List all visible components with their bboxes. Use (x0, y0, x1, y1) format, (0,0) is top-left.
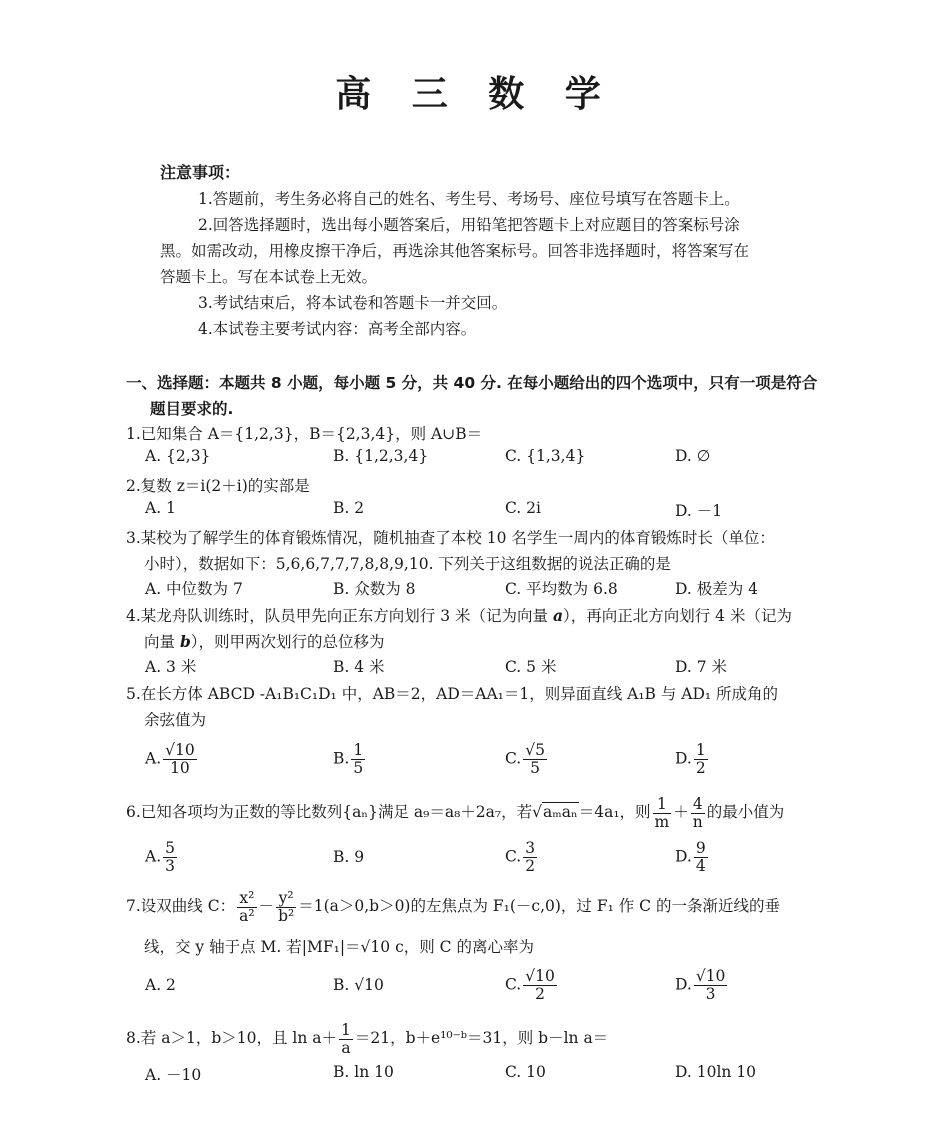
q7-text: ＝1(a＞0,b＞0)的左焦点为 F₁(－c,0)，过 F₁ 作 C 的一条渐近线的垂 (298, 897, 780, 915)
option-label: A. (145, 847, 162, 866)
option-a: A. 中位数为 7 (145, 580, 243, 598)
option-a: A. －10 (145, 1066, 202, 1084)
denominator: 2 (535, 985, 545, 1003)
denominator: 2 (525, 857, 536, 875)
option-a: A. 1 (145, 499, 176, 517)
sqrt-sign: √ (532, 803, 543, 821)
question-6-options (145, 840, 845, 880)
option-label: C. (505, 975, 522, 994)
question-7-line-2: 线，交 y 轴于点 M. 若|MF₁|＝√10 c，则 C 的离心率为 (144, 937, 534, 956)
option-b: B. √10 (333, 976, 384, 994)
option-b: B. 9 (333, 848, 365, 866)
fraction (653, 796, 672, 831)
question-7 (126, 888, 831, 965)
option-d: D. ∅ (675, 447, 711, 465)
option-b (333, 742, 367, 777)
numerator: 3 (525, 839, 536, 857)
option-a (145, 742, 199, 777)
question-3 (126, 525, 831, 577)
option-d (675, 968, 729, 1003)
fraction (691, 796, 705, 831)
question-4-options (145, 655, 845, 681)
question-7-line-1 (126, 888, 831, 925)
option-c: C. 10 (505, 1063, 546, 1081)
option-label: D. (675, 749, 692, 768)
denominator: b² (278, 906, 295, 925)
question-1: 1.已知集合 A＝{1,2,3}，B＝{2,3,4}，则 A∪B＝ (126, 425, 483, 443)
option-d: D. －1 (675, 502, 723, 520)
question-5-line-2: 余弦值为 (144, 711, 207, 729)
question-3-line-2: 小时），数据如下：5,6,6,7,7,7,8,8,9,10. 下列关于这组数据的说法正确的是 (144, 555, 671, 573)
question-3-line-1: 3.某校为了解学生的体育锻炼情况，随机抽查了本校 10 名学生一周内的体育锻炼时长（单位： (126, 529, 775, 547)
numerator: 1 (653, 796, 672, 814)
q4-text: ），则甲两次划行的总位移为 (190, 633, 385, 651)
option-d: D. 10ln 10 (675, 1063, 757, 1081)
option-b: B. 众数为 8 (333, 580, 416, 598)
notice-item-1: 1.答题前，考生务必将自己的姓名、考生号、考场号、座位号填写在答题卡上。 (198, 190, 740, 208)
question-5-line-1: 5.在长方体 ABCD -A₁B₁C₁D₁ 中，AB＝2，AD＝AA₁＝1，则异面直线 A₁B 与 AD₁ 所成角的 (126, 685, 779, 703)
option-c (505, 968, 559, 1003)
numerator: 1 (341, 1020, 351, 1039)
question-3-options (145, 577, 845, 603)
question-4 (126, 603, 831, 655)
option-label: D. (675, 847, 692, 866)
numerator: x² (237, 890, 256, 908)
denominator: a² (239, 906, 255, 925)
q4-text: 4.某龙舟队训练时，队员甲先向正东方向划行 3 米（记为向量 (126, 607, 553, 625)
q8-text: 8.若 a＞1，b＞10，且 ln a＋ (126, 1029, 337, 1047)
fraction (163, 840, 177, 875)
notice-item-4: 4.本试卷主要考试内容：高考全部内容。 (198, 320, 477, 338)
question-5-options (145, 742, 845, 782)
option-c: C. 平均数为 6.8 (505, 580, 618, 598)
page-title: 高 三 数 学 (335, 74, 615, 115)
section-line-1: 一、选择题：本题共 8 小题，每小题 5 分，共 40 分. 在每小题给出的四个选项中，只有一项是符合 (126, 374, 818, 392)
numerator: √10 (165, 741, 195, 759)
numerator: √5 (525, 741, 545, 759)
option-b: B. ln 10 (333, 1063, 394, 1081)
denominator: 4 (695, 857, 706, 875)
notice-item-2: 2.回答选择题时，选出每小题答案后，用铅笔把答题卡上对应题目的答案标号涂 (198, 216, 740, 234)
question-5 (126, 681, 831, 733)
denominator: 5 (530, 759, 541, 777)
question-4-line-1 (126, 603, 831, 629)
notice-item-2-cont: 黑。如需改动，用橡皮擦干净后，再选涂其他答案标号。回答非选择题时，将答案写在 (160, 242, 750, 260)
denominator: a (341, 1038, 351, 1057)
denominator: 3 (165, 857, 175, 875)
vector-b: b (179, 632, 191, 651)
denominator: 2 (695, 759, 706, 777)
question-4-line-2 (126, 629, 831, 655)
option-d: D. 7 米 (675, 658, 728, 676)
q6-text: 的最小值为 (706, 803, 785, 821)
fraction (694, 968, 728, 1003)
minus-sign: － (258, 897, 275, 915)
numerator: 1 (353, 741, 364, 759)
question-1-options (145, 447, 845, 473)
question-8-options (145, 1063, 845, 1089)
fraction (523, 742, 547, 777)
option-b: B. 4 米 (333, 658, 385, 676)
option-label: B. (333, 749, 350, 768)
fraction (351, 742, 365, 777)
option-c: C. 5 米 (505, 658, 557, 676)
q4-text: ），再向正北方向划行 4 米（记为 (562, 607, 792, 625)
q6-text: ＝4a₁，则 (578, 803, 651, 821)
sqrt-content: aₘaₙ (543, 803, 578, 821)
question-7-options (145, 968, 845, 1008)
q7-text: 7.设双曲线 C： (126, 897, 236, 915)
denominator: 3 (705, 985, 716, 1003)
question-2-options (145, 499, 845, 525)
section-line-2: 题目要求的. (150, 400, 234, 418)
denominator: m (654, 812, 670, 831)
numerator: √10 (695, 967, 726, 985)
denominator: n (692, 812, 703, 831)
section-heading (126, 370, 831, 422)
question-2: 2.复数 z＝i(2＋i)的实部是 (126, 477, 310, 495)
option-c (505, 840, 539, 875)
option-d (675, 742, 710, 777)
option-a: A. 3 米 (145, 658, 197, 676)
fraction (694, 742, 708, 777)
notice-item-3: 3.考试结束后，将本试卷和答题卡一并交回。 (198, 294, 508, 312)
numerator: 5 (165, 839, 175, 857)
option-label: C. (505, 749, 522, 768)
numerator: 1 (695, 741, 706, 759)
option-label: C. (505, 847, 522, 866)
q4-text: 向量 (144, 633, 180, 651)
q6-text: 6.已知各项均为正数的等比数列{aₙ}满足 a₉＝a₈＋2a₇，若 (126, 803, 533, 821)
option-label: A. (145, 749, 162, 768)
option-d: D. 极差为 4 (675, 580, 759, 598)
denominator: 5 (353, 759, 364, 777)
fraction (523, 968, 557, 1003)
numerator: 9 (695, 839, 706, 857)
numerator: y² (276, 890, 296, 908)
denominator: 10 (170, 759, 190, 777)
plus-sign: ＋ (673, 803, 689, 821)
question-8 (126, 1020, 831, 1057)
option-c (505, 742, 549, 777)
fraction (339, 1022, 353, 1057)
option-b: B. 2 (333, 499, 365, 517)
notice-block (160, 160, 810, 342)
fraction (276, 890, 296, 925)
notice-heading: 注意事项： (160, 163, 241, 182)
notice-item-2-cont2: 答题卡上。写在本试卷上无效。 (160, 268, 378, 286)
fraction (163, 742, 197, 777)
option-a: A. {2,3} (145, 447, 211, 465)
option-c: C. 2i (505, 499, 541, 517)
fraction (694, 840, 708, 875)
numerator: 4 (691, 796, 705, 814)
vector-a: a (552, 606, 563, 625)
fraction (237, 890, 256, 925)
q8-text: ＝21，b＋e¹⁰⁻ᵇ＝31，则 b－ln a＝ (354, 1029, 609, 1047)
fraction (523, 840, 537, 875)
numerator: √10 (525, 967, 555, 985)
option-c: C. {1,3,4} (505, 447, 586, 465)
option-d (675, 840, 710, 875)
option-a (145, 840, 179, 875)
option-label: D. (675, 975, 692, 994)
option-b: B. {1,2,3,4} (333, 447, 429, 465)
question-6 (126, 794, 831, 831)
option-a: A. 2 (145, 976, 176, 994)
